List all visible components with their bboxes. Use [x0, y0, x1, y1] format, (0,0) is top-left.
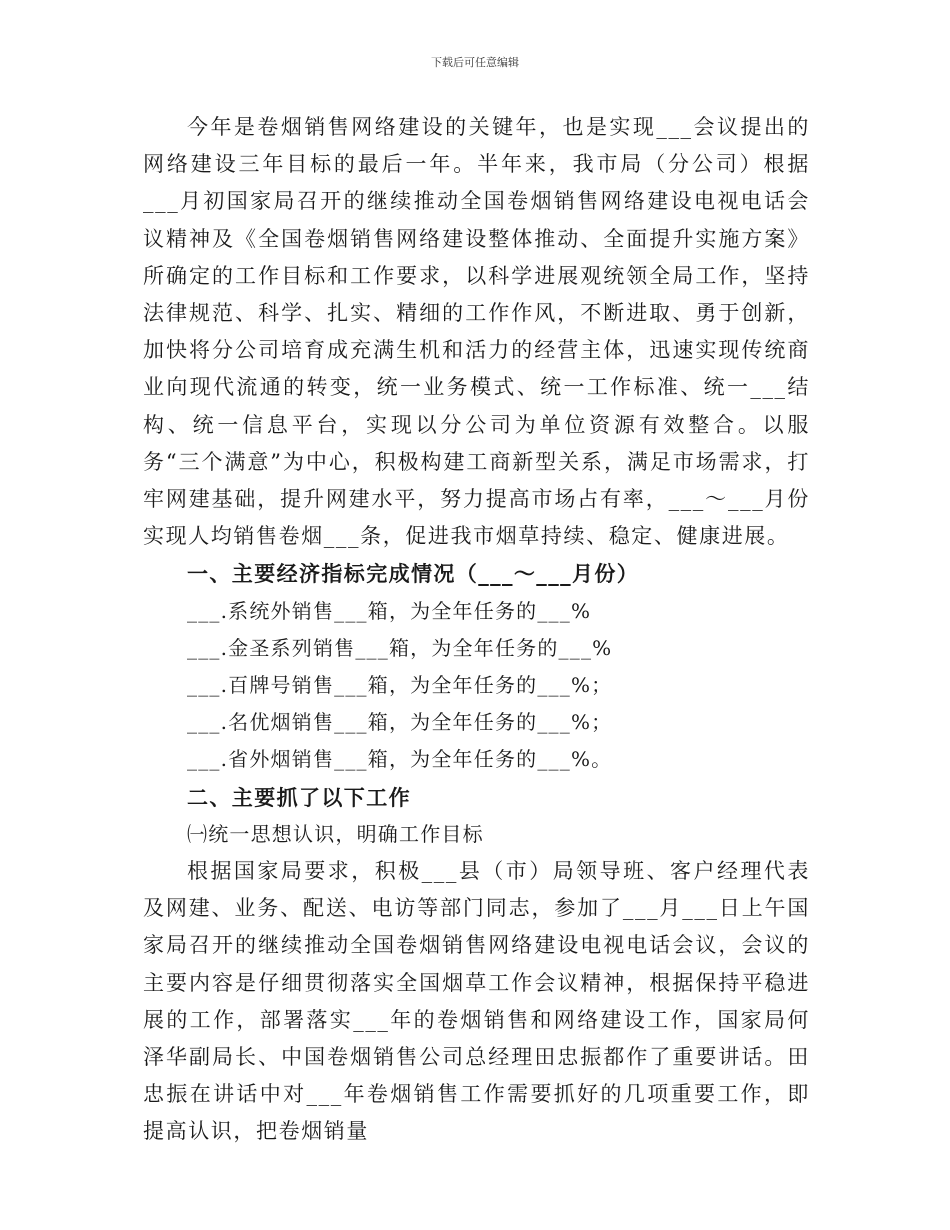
document-body — [143, 109, 810, 1151]
subsection-heading-1: ㈠统一思想认识，明确工作目标 — [187, 821, 484, 846]
indicator-item-3: ___.百牌号销售___箱，为全年任务的___%； — [187, 673, 613, 698]
section-heading-2: 二、主要抓了以下工作 — [187, 784, 411, 810]
indicator-item-2: ___.金圣系列销售___箱，为全年任务的___% — [187, 635, 613, 660]
indicator-item-5: ___.省外烟销售___箱，为全年任务的___%。 — [187, 747, 613, 772]
indicator-item-1: ___.系统外销售___箱，为全年任务的___% — [187, 598, 592, 623]
page-header: 下载后可任意编辑 — [431, 56, 519, 69]
indicator-item-4: ___.名优烟销售___箱，为全年任务的___%； — [187, 710, 613, 735]
intro-paragraph: 今年是卷烟销售网络建设的关键年，也是实现___会议提出的网络建设三年目标的最后一年。半年来，我市局（分公司）根据___月初国家局召开的继续推动全国卷烟销售网络建设电视电话会议精神及《全国卷烟销售网络建设整体推动、全面提升实施方案》所确定的工作目标和工作要求，以科学进展观统领全局工作，坚持法律规范、科学、扎实、精细的工作作风，不断进取、勇于创新，加快将分公司培育成充满生机和活力的经营主体，迅速实现传统商业向现代流通的转变，统一业务模式、统一工作标准、统一___结构、统一信息平台，实现以分公司为单位资源有效整合。以服务“三个满意”为中心，积极构建工商新型关系，满足市场需求，打牢网建基础，提升网建水平，努力提高市场占有率，___～___月份实现人均销售卷烟___条，促进我市烟草持续、稳定、健康进展。 — [143, 115, 810, 549]
body-paragraph-2: 根据国家局要求，积极___县（市）局领导班、客户经理代表及网建、业务、配送、电访等部门同志，参加了___月___日上午国家局召开的继续推动全国卷烟销售网络建设电视电话会议，会议的主要内容是仔细贯彻落实全国烟草工作会议精神，根据保持平稳进展的工作，部署落实___年的卷烟销售和网络建设工作，国家局何泽华副局长、中国卷烟销售公司总经理田忠振都作了重要讲话。田忠振在讲话中对___年卷烟销售工作需要抓好的几项重要工作，即提高认识，把卷烟销量 — [143, 859, 810, 1144]
section-heading-1: 一、主要经济指标完成情况（___～___月份） — [187, 561, 640, 587]
